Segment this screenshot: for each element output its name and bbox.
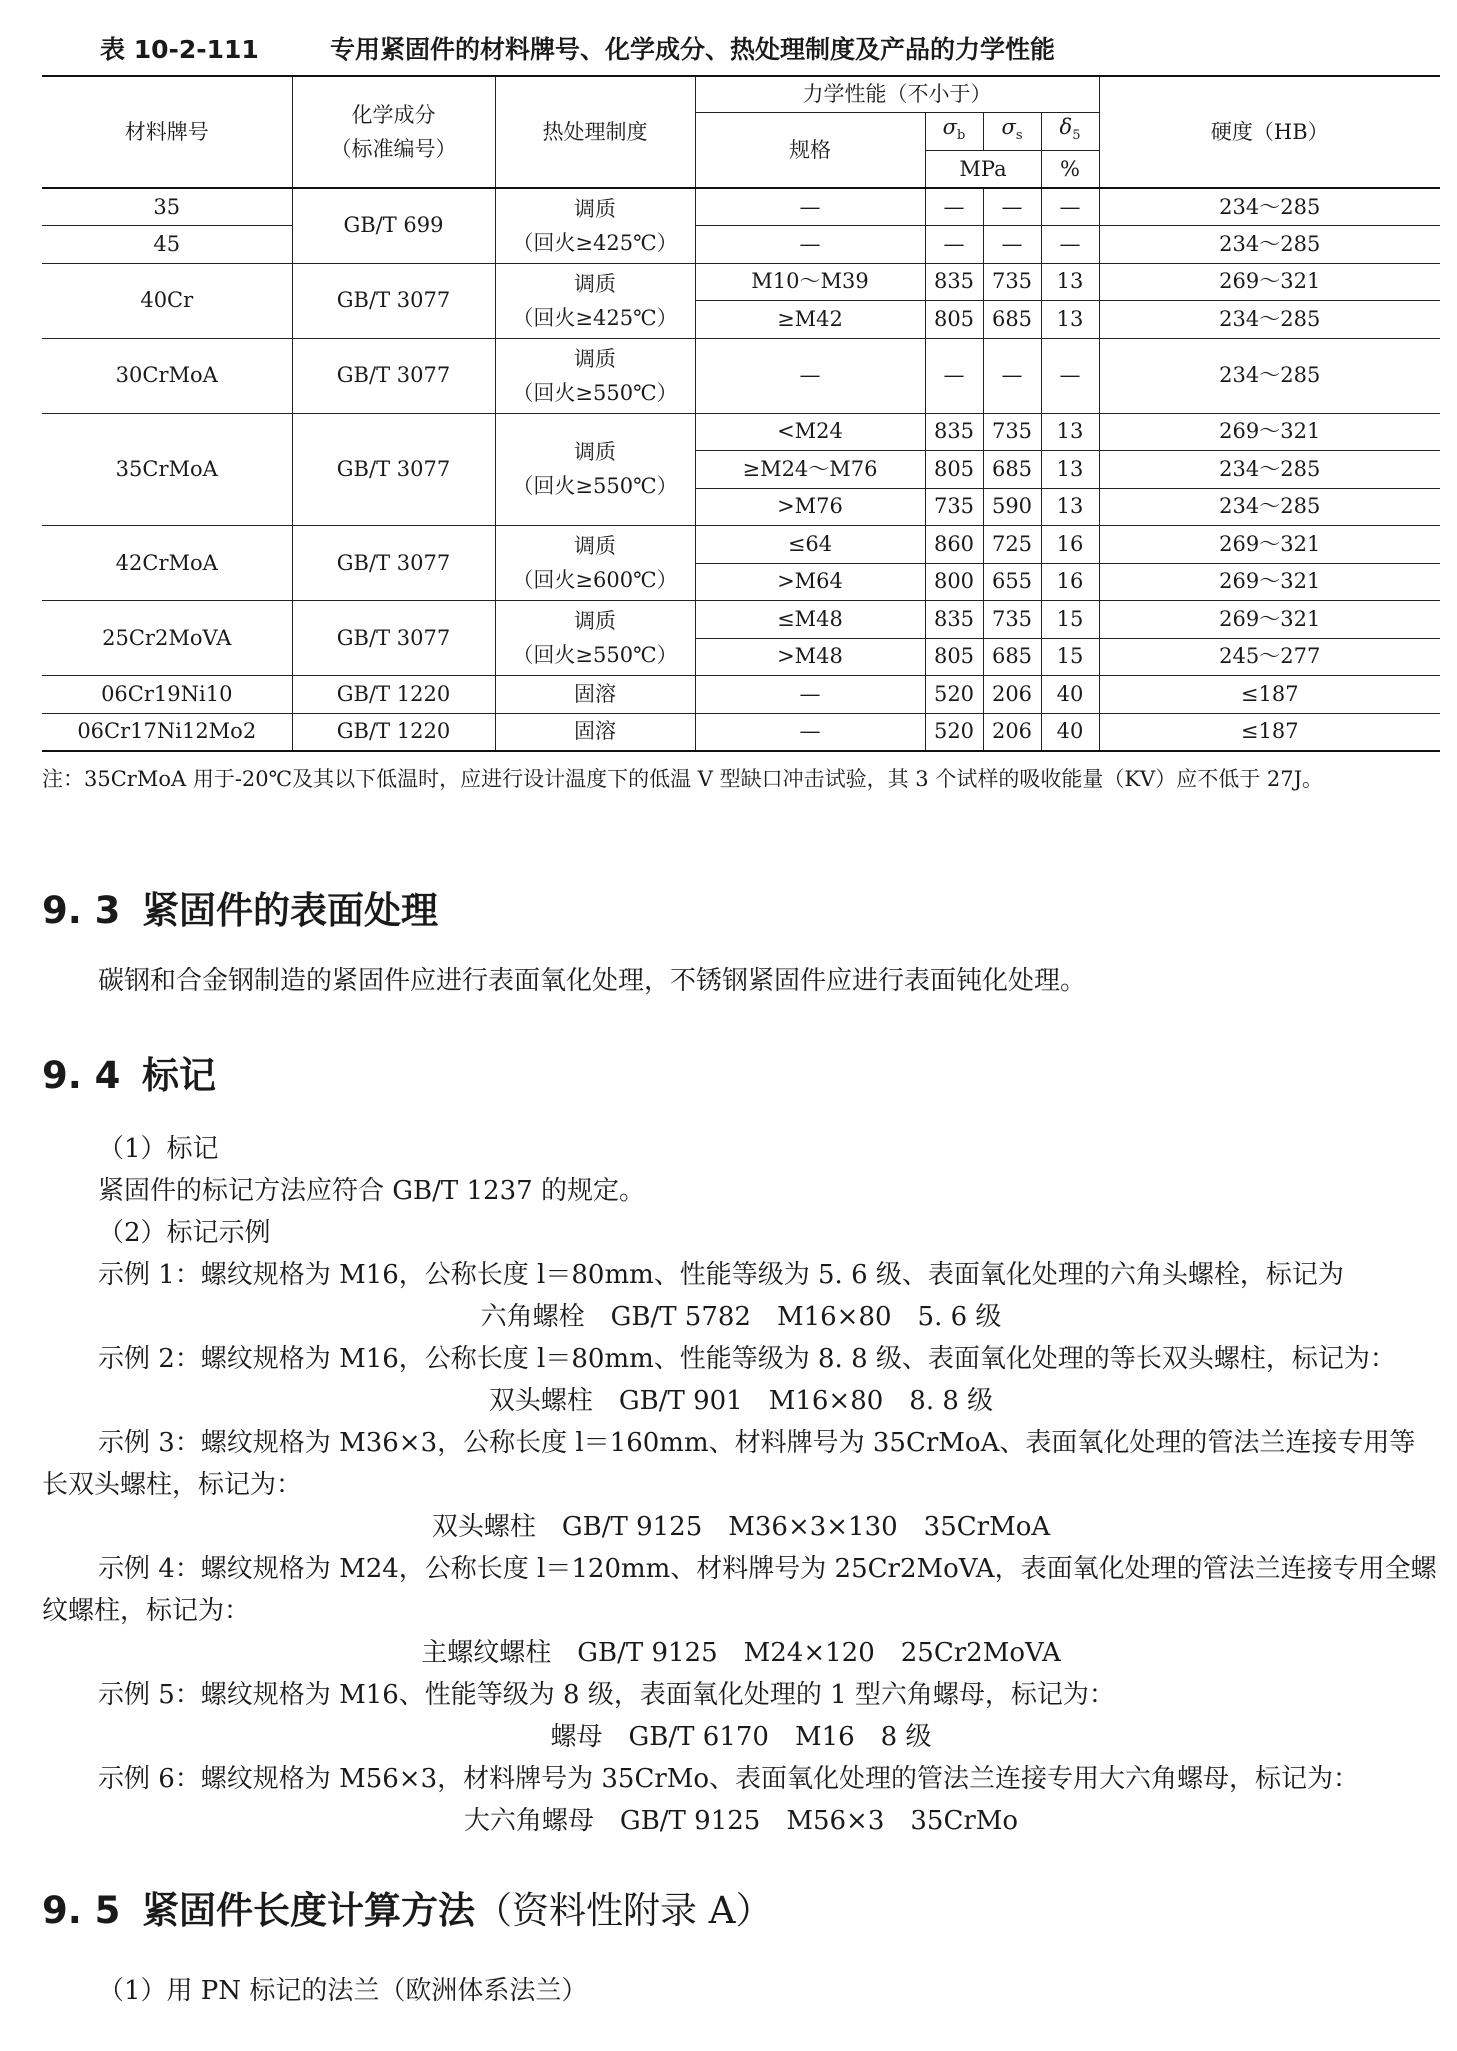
table-cell: GB/T 3077 [292,526,495,601]
table-cell: — [695,676,925,714]
table-cell: GB/T 3077 [292,413,495,526]
table-cell: ≤187 [1099,676,1440,714]
example-2-mark: 双头螺柱 GB/T 901 M16×80 8. 8 级 [488,1386,994,1416]
table-cell: 835 [925,413,983,451]
table-cell: 234～285 [1099,451,1440,489]
table-cell: — [1041,188,1099,226]
table-cell: 800 [925,563,983,601]
table-cell: ≤M48 [695,601,925,639]
table-cell: — [925,188,983,226]
table-cell: >M76 [695,488,925,526]
table-cell: 860 [925,526,983,564]
table-cell: 685 [983,638,1041,676]
table-cell: 13 [1041,301,1099,339]
table-cell: — [695,188,925,226]
table-cell: 40 [1041,713,1099,751]
table-cell: GB/T 3077 [292,601,495,676]
example-1: 示例 1：螺纹规格为 M16，公称长度 l＝80mm、性能等级为 5. 6 级、表面氧化处理的六角头螺栓，标记为 [98,1260,1344,1290]
table-cell: ≤64 [695,526,925,564]
table-cell: 735 [925,488,983,526]
header-sigma-b: $\sigma_b$ [925,113,983,151]
table-cell: 固溶 [495,713,695,751]
table-cell: 269～321 [1099,413,1440,451]
example-3: 示例 3：螺纹规格为 M36×3，公称长度 l＝160mm、材料牌号为 35CrMoA、表面氧化处理的管法兰连接专用等长双头螺柱，标记为： [42,1428,1416,1500]
section-heading-9-3: 9. 3 紧固件的表面处理 [42,889,438,932]
table-cell: GB/T 3077 [292,338,495,413]
table-cell: — [983,188,1041,226]
table-cell: 269～321 [1099,601,1440,639]
header-material: 材料牌号 [42,76,292,188]
table-cell: 520 [925,713,983,751]
table-cell: ≥M24～M76 [695,451,925,489]
table-cell: 835 [925,601,983,639]
table-row [42,526,1440,564]
table-cell: 15 [1041,601,1099,639]
table-cell: 16 [1041,526,1099,564]
table-cell: 调质 （回火≥550℃） [495,413,695,526]
section-heading-9-4: 9. 4 标记 [42,1054,216,1097]
header-hardness: 硬度（HB） [1099,76,1440,188]
header-spec: 规格 [695,113,925,189]
table-cell: 42CrMoA [42,526,292,601]
table-cell: — [925,338,983,413]
table-cell: 13 [1041,413,1099,451]
table-cell: 13 [1041,451,1099,489]
table-cell: 234～285 [1099,226,1440,264]
section-9-3-body: 碳钢和合金钢制造的紧固件应进行表面氧化处理，不锈钢紧固件应进行表面钝化处理。 [98,966,1087,996]
table-cell: — [1041,338,1099,413]
table-cell: 206 [983,676,1041,714]
table-cell: 234～285 [1099,301,1440,339]
table-cell: 25Cr2MoVA [42,601,292,676]
table-cell: — [925,226,983,264]
section-heading-9-5: 9. 5 紧固件长度计算方法（资料性附录 A） [42,1889,773,1932]
table-cell: — [695,226,925,264]
table-cell: 805 [925,301,983,339]
table-cell: 835 [925,263,983,301]
table-cell: 35 [42,188,292,226]
header-unit-percent: % [1041,151,1099,189]
table-cell: 13 [1041,263,1099,301]
example-1-mark: 六角螺栓 GB/T 5782 M16×80 5. 6 级 [480,1302,1002,1332]
table-cell: 40 [1041,676,1099,714]
marking-examples-heading: （2）标记示例 [98,1218,271,1248]
table-cell: 269～321 [1099,563,1440,601]
table-cell: — [695,713,925,751]
table-cell: 735 [983,263,1041,301]
table-cell: 269～321 [1099,526,1440,564]
table-cell: 45 [42,226,292,264]
table-cell: 735 [983,413,1041,451]
example-6: 示例 6：螺纹规格为 M56×3，材料牌号为 35CrMo、表面氧化处理的管法兰连接专用大六角螺母，标记为： [98,1764,1360,1794]
header-mechanical: 力学性能（不小于） [695,76,1099,113]
header-unit-mpa: MPa [925,151,1041,189]
table-cell: — [983,226,1041,264]
table-cell: 调质 （回火≥425℃） [495,263,695,338]
table-cell: 15 [1041,638,1099,676]
table-cell: M10～M39 [695,263,925,301]
table-cell: 30CrMoA [42,338,292,413]
example-5: 示例 5：螺纹规格为 M16、性能等级为 8 级，表面氧化处理的 1 型六角螺母，标记为： [98,1680,1115,1710]
table-title: 专用紧固件的材料牌号、化学成分、热处理制度及产品的力学性能 [330,35,1056,64]
table-row [42,676,1440,714]
table-cell: >M48 [695,638,925,676]
table-cell: GB/T 699 [292,188,495,263]
marking-rule: 紧固件的标记方法应符合 GB/T 1237 的规定。 [98,1176,645,1206]
table-cell: 685 [983,451,1041,489]
table-row [42,713,1440,751]
example-5-mark: 螺母 GB/T 6170 M16 8 级 [550,1722,932,1752]
table-cell: 269～321 [1099,263,1440,301]
table-cell: 调质 （回火≥425℃） [495,188,695,263]
header-sigma-s: $\sigma_s$ [983,113,1041,151]
table-cell: 固溶 [495,676,695,714]
table-cell: 调质 （回火≥550℃） [495,601,695,676]
table-cell: 06Cr17Ni12Mo2 [42,713,292,751]
table-cell: GB/T 3077 [292,263,495,338]
fastener-properties-table [42,75,1440,752]
table-note: 注：35CrMoA 用于-20℃及其以下低温时，应进行设计温度下的低温 V 型缺口冲击试验，其 3 个试样的吸收能量（KV）应不低于 27J。 [42,767,1324,791]
table-cell: — [983,338,1041,413]
table-cell: 685 [983,301,1041,339]
table-cell: <M24 [695,413,925,451]
table-cell: 805 [925,451,983,489]
section-9-5-item-1: （1）用 PN 标记的法兰（欧洲体系法兰） [98,1976,588,2006]
table-cell: 06Cr19Ni10 [42,676,292,714]
table-cell: 655 [983,563,1041,601]
table-row [42,601,1440,639]
table-cell: GB/T 1220 [292,676,495,714]
table-cell: 13 [1041,488,1099,526]
table-cell: 245～277 [1099,638,1440,676]
table-cell: 调质 （回火≥600℃） [495,526,695,601]
header-chemistry: 化学成分 （标准编号） [292,76,495,188]
table-cell: GB/T 1220 [292,713,495,751]
table-cell: ≥M42 [695,301,925,339]
table-caption [100,30,1440,66]
table-row [42,226,1440,264]
example-3-mark: 双头螺柱 GB/T 9125 M36×3×130 35CrMoA [431,1512,1051,1542]
table-cell: 725 [983,526,1041,564]
table-number: 表 10-2-111 [100,35,259,64]
table-cell: 805 [925,638,983,676]
table-cell: ≤187 [1099,713,1440,751]
table-cell: 234～285 [1099,338,1440,413]
example-2: 示例 2：螺纹规格为 M16，公称长度 l＝80mm、性能等级为 8. 8 级、表面氧化处理的等长双头螺柱，标记为： [98,1344,1396,1374]
example-4-mark: 主螺纹螺柱 GB/T 9125 M24×120 25Cr2MoVA [421,1638,1061,1668]
table-cell: 40Cr [42,263,292,338]
table-cell: 735 [983,601,1041,639]
marking-heading: （1）标记 [98,1134,219,1164]
table-row [42,413,1440,451]
table-cell: 234～285 [1099,488,1440,526]
header-delta: $\delta_5$ [1041,113,1099,151]
table-cell: 35CrMoA [42,413,292,526]
table-row [42,188,1440,226]
table-cell: 16 [1041,563,1099,601]
table-cell: 234～285 [1099,188,1440,226]
table-row [42,263,1440,301]
example-6-mark: 大六角螺母 GB/T 9125 M56×3 35CrMo [463,1806,1019,1836]
example-4: 示例 4：螺纹规格为 M24，公称长度 l＝120mm、材料牌号为 25Cr2MoVA，表面氧化处理的管法兰连接专用全螺纹螺柱，标记为： [42,1554,1437,1626]
table-cell: >M64 [695,563,925,601]
table-cell: 590 [983,488,1041,526]
table-row [42,338,1440,413]
table-cell: — [695,338,925,413]
table-cell: 调质 （回火≥550℃） [495,338,695,413]
table-cell: 520 [925,676,983,714]
header-heat-treatment: 热处理制度 [495,76,695,188]
table-cell: 206 [983,713,1041,751]
table-cell: — [1041,226,1099,264]
